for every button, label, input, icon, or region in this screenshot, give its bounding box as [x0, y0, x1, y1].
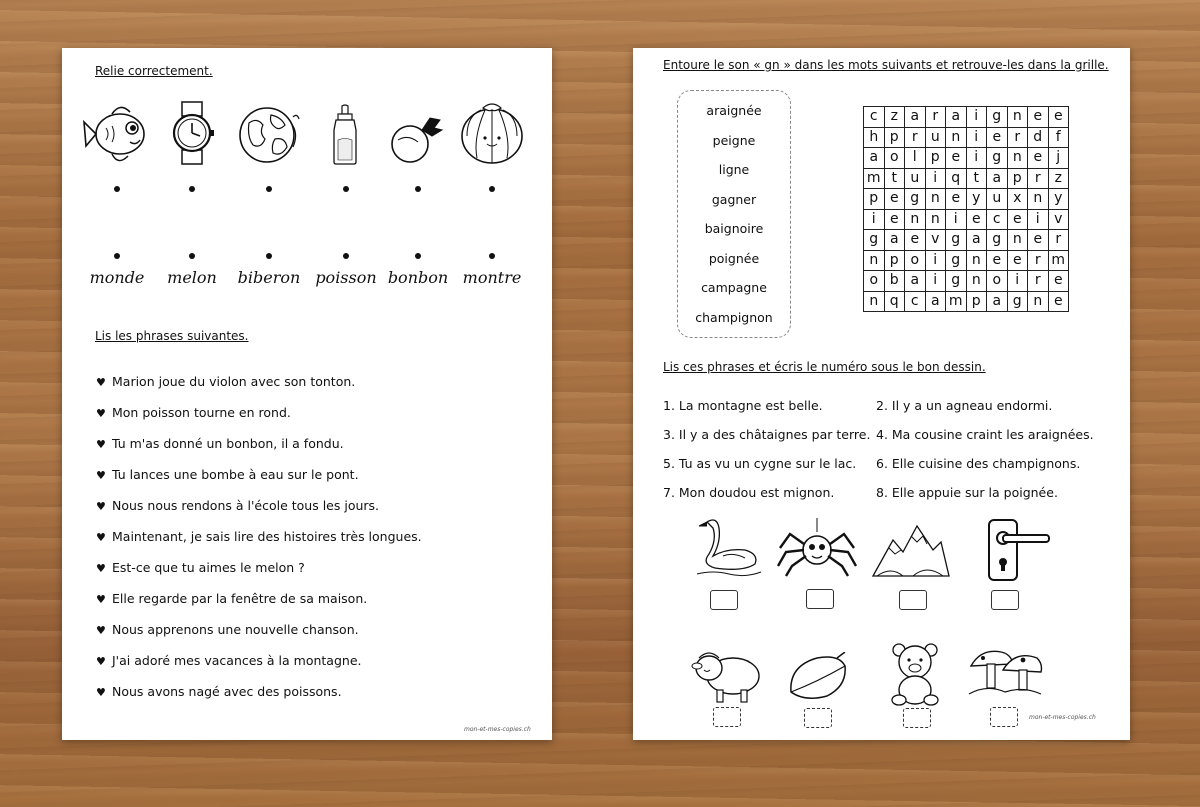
grid-cell[interactable]: m — [1048, 250, 1069, 271]
grid-cell[interactable]: g — [987, 230, 1008, 251]
answer-box[interactable] — [713, 707, 741, 727]
match-word: melon — [167, 268, 217, 287]
grid-cell[interactable]: a — [925, 291, 946, 312]
grid-cell[interactable]: u — [925, 127, 946, 148]
heart-bullet-icon: ♥ — [96, 438, 106, 451]
match-dot[interactable] — [415, 186, 421, 192]
word-list-item: peigne — [712, 133, 756, 148]
grid-cell[interactable]: a — [987, 291, 1008, 312]
grid-cell[interactable]: n — [966, 250, 987, 271]
match-dot[interactable] — [189, 253, 195, 259]
chestnut-icon — [787, 652, 849, 702]
grid-cell[interactable]: g — [987, 107, 1008, 128]
grid-cell[interactable]: a — [946, 107, 967, 128]
grid-cell[interactable]: g — [905, 189, 926, 210]
grid-row — [864, 127, 1069, 148]
grid-cell[interactable]: i — [966, 148, 987, 169]
word-list-box — [677, 90, 791, 338]
match-dot[interactable] — [489, 253, 495, 259]
heart-bullet-icon: ♥ — [96, 562, 106, 575]
answer-box[interactable] — [903, 708, 931, 728]
sentence-item: ♥ Nous nous rendons à l'école tous les jours. — [96, 498, 380, 513]
match-dot[interactable] — [266, 253, 272, 259]
word-list-item: campagne — [701, 280, 767, 295]
grid-row — [864, 168, 1069, 189]
worksheet-page-right — [633, 48, 1130, 740]
grid-cell[interactable]: e — [1048, 107, 1069, 128]
grid-cell[interactable]: y — [966, 189, 987, 210]
sentence-item: ♥ Nous apprenons une nouvelle chanson. — [96, 622, 359, 637]
grid-cell[interactable]: e — [1028, 107, 1049, 128]
sentence-item: ♥ Marion joue du violon avec son tonton. — [96, 374, 356, 389]
grid-cell[interactable]: p — [864, 189, 885, 210]
answer-box[interactable] — [710, 590, 738, 610]
grid-cell[interactable]: i — [966, 127, 987, 148]
baby-bottle-icon — [330, 104, 360, 166]
word-list-item: baignoire — [704, 221, 764, 236]
heart-bullet-icon: ♥ — [96, 655, 106, 668]
match-dot[interactable] — [343, 253, 349, 259]
answer-box[interactable] — [990, 707, 1018, 727]
grid-cell[interactable]: i — [925, 271, 946, 292]
heart-bullet-icon: ♥ — [96, 469, 106, 482]
word-list-item: araignée — [706, 103, 762, 118]
grid-cell[interactable]: e — [987, 127, 1008, 148]
grid-cell[interactable]: a — [905, 107, 926, 128]
grid-cell[interactable]: i — [966, 107, 987, 128]
grid-cell[interactable]: n — [864, 291, 885, 312]
grid-cell[interactable]: d — [1028, 127, 1049, 148]
grid-cell[interactable]: r — [1007, 127, 1028, 148]
grid-cell[interactable]: g — [946, 230, 967, 251]
answer-box[interactable] — [804, 708, 832, 728]
grid-row — [864, 250, 1069, 271]
grid-cell[interactable]: p — [884, 127, 905, 148]
grid-cell[interactable]: n — [905, 209, 926, 230]
word-list-item: poignée — [708, 251, 760, 266]
grid-cell[interactable]: r — [925, 107, 946, 128]
heart-bullet-icon: ♥ — [96, 407, 106, 420]
answer-box[interactable] — [991, 590, 1019, 610]
grid-cell[interactable]: r — [1028, 250, 1049, 271]
grid-cell[interactable]: n — [1028, 189, 1049, 210]
grid-row — [864, 148, 1069, 169]
word-list-item: champignon — [695, 310, 773, 325]
grid-cell[interactable]: u — [987, 189, 1008, 210]
grid-cell[interactable]: a — [864, 148, 885, 169]
watermark: mon-et-mes-copies.ch — [464, 726, 531, 733]
grid-cell[interactable]: b — [884, 271, 905, 292]
grid-cell[interactable]: g — [946, 250, 967, 271]
grid-cell[interactable]: o — [864, 271, 885, 292]
grid-cell[interactable]: g — [946, 271, 967, 292]
grid-cell[interactable]: e — [1028, 148, 1049, 169]
teddy-bear-icon — [885, 642, 945, 706]
grid-cell[interactable]: c — [864, 107, 885, 128]
grid-cell[interactable]: n — [1007, 148, 1028, 169]
grid-cell[interactable]: t — [966, 168, 987, 189]
grid-cell[interactable]: r — [1048, 230, 1069, 251]
grid-cell[interactable]: h — [864, 127, 885, 148]
grid-cell[interactable]: i — [1028, 209, 1049, 230]
heart-bullet-icon: ♥ — [96, 593, 106, 606]
sentence-item: ♥ Est-ce que tu aimes le melon ? — [96, 560, 305, 575]
grid-cell[interactable]: p — [884, 250, 905, 271]
numbered-sentence: 2. Il y a un agneau endormi. — [876, 398, 1053, 413]
worksheet-page-left — [62, 48, 552, 740]
grid-cell[interactable]: e — [1007, 209, 1028, 230]
match-word: poisson — [315, 268, 377, 287]
grid-cell[interactable]: g — [864, 230, 885, 251]
grid-cell[interactable]: n — [1028, 291, 1049, 312]
word-list-item: ligne — [718, 162, 750, 177]
sentence-item: ♥ J'ai adoré mes vacances à la montagne. — [96, 653, 362, 668]
answer-box[interactable] — [899, 590, 927, 610]
heart-bullet-icon: ♥ — [96, 686, 106, 699]
grid-cell[interactable]: e — [946, 148, 967, 169]
match-dot[interactable] — [343, 186, 349, 192]
grid-cell[interactable]: i — [925, 168, 946, 189]
match-dot[interactable] — [489, 186, 495, 192]
grid-cell[interactable]: i — [864, 209, 885, 230]
spider-icon — [776, 518, 858, 578]
grid-cell[interactable]: q — [884, 291, 905, 312]
grid-cell[interactable]: a — [905, 271, 926, 292]
match-dot[interactable] — [114, 253, 120, 259]
grid-cell[interactable]: n — [1007, 107, 1028, 128]
grid-cell[interactable]: e — [905, 230, 926, 251]
numbered-sentence: 8. Elle appuie sur la poignée. — [876, 485, 1058, 500]
numbered-sentence: 4. Ma cousine craint les araignées. — [876, 427, 1094, 442]
grid-cell[interactable]: v — [925, 230, 946, 251]
fish-icon — [82, 98, 152, 168]
grid-cell[interactable]: l — [905, 148, 926, 169]
grid-cell[interactable]: n — [1007, 230, 1028, 251]
grid-cell[interactable]: e — [1048, 291, 1069, 312]
match-dot[interactable] — [114, 186, 120, 192]
match-word: montre — [462, 268, 522, 287]
lamb-icon — [691, 644, 763, 704]
grid-cell[interactable]: o — [987, 271, 1008, 292]
heart-bullet-icon: ♥ — [96, 624, 106, 637]
grid-row — [864, 230, 1069, 251]
watch-icon — [167, 100, 217, 166]
grid-cell[interactable]: p — [925, 148, 946, 169]
numbered-sentence: 7. Mon doudou est mignon. — [663, 485, 835, 500]
grid-cell[interactable]: i — [925, 250, 946, 271]
grid-cell[interactable]: c — [905, 291, 926, 312]
grid-cell[interactable]: v — [1048, 209, 1069, 230]
grid-cell[interactable]: r — [905, 127, 926, 148]
match-word: monde — [89, 268, 145, 287]
grid-cell[interactable]: e — [884, 209, 905, 230]
match-word: biberon — [237, 268, 301, 287]
grid-cell[interactable]: m — [864, 168, 885, 189]
answer-box[interactable] — [806, 589, 834, 609]
melon-icon — [459, 98, 525, 166]
grid-cell[interactable]: t — [884, 168, 905, 189]
grid-cell[interactable]: g — [1007, 291, 1028, 312]
word-search-heading: Entoure le son « gn » dans les mots suivants et retrouve-les dans la grille. — [663, 58, 1109, 72]
grid-cell[interactable]: q — [946, 168, 967, 189]
grid-row — [864, 107, 1069, 128]
numbering-heading: Lis ces phrases et écris le numéro sous le bon dessin. — [663, 360, 986, 374]
grid-cell[interactable]: e — [1007, 250, 1028, 271]
grid-cell[interactable]: n — [925, 189, 946, 210]
candy-icon — [388, 106, 444, 166]
grid-cell[interactable]: i — [1007, 271, 1028, 292]
grid-row — [864, 291, 1069, 312]
grid-cell[interactable]: p — [966, 291, 987, 312]
sentence-item: ♥ Mon poisson tourne en rond. — [96, 405, 291, 420]
grid-cell[interactable]: a — [884, 230, 905, 251]
heart-bullet-icon: ♥ — [96, 376, 106, 389]
sentence-item: ♥ Elle regarde par la fenêtre de sa maison. — [96, 591, 368, 606]
grid-cell[interactable]: o — [905, 250, 926, 271]
grid-cell[interactable]: e — [987, 250, 1008, 271]
numbered-sentence: 5. Tu as vu un cygne sur le lac. — [663, 456, 857, 471]
grid-cell[interactable]: e — [1028, 230, 1049, 251]
numbered-sentence: 6. Elle cuisine des champignons. — [876, 456, 1081, 471]
grid-cell[interactable]: f — [1048, 127, 1069, 148]
numbered-sentence: 3. Il y a des châtaignes par terre. — [663, 427, 871, 442]
sentence-item: ♥ Nous avons nagé avec des poissons. — [96, 684, 342, 699]
sentence-item: ♥ Tu lances une bombe à eau sur le pont. — [96, 467, 359, 482]
numbered-sentence: 1. La montagne est belle. — [663, 398, 823, 413]
grid-row — [864, 189, 1069, 210]
grid-cell[interactable]: n — [946, 127, 967, 148]
door-handle-icon — [983, 516, 1051, 584]
heart-bullet-icon: ♥ — [96, 531, 106, 544]
grid-cell[interactable]: a — [987, 168, 1008, 189]
matching-heading: Relie correctement. — [95, 64, 213, 78]
sentence-item: ♥ Tu m'as donné un bonbon, il a fondu. — [96, 436, 344, 451]
match-word: bonbon — [387, 268, 449, 287]
grid-cell[interactable]: a — [966, 230, 987, 251]
match-dot[interactable] — [266, 186, 272, 192]
grid-row — [864, 209, 1069, 230]
grid-cell[interactable]: e — [1048, 271, 1069, 292]
heart-bullet-icon: ♥ — [96, 500, 106, 513]
mountain-icon — [871, 520, 951, 580]
grid-cell[interactable]: x — [1007, 189, 1028, 210]
match-dot[interactable] — [415, 253, 421, 259]
swan-icon — [693, 516, 765, 580]
word-list-item: gagner — [711, 192, 757, 207]
grid-cell[interactable]: z — [884, 107, 905, 128]
grid-row — [864, 271, 1069, 292]
grid-cell[interactable]: m — [946, 291, 967, 312]
grid-cell[interactable]: e — [946, 189, 967, 210]
grid-cell[interactable]: o — [884, 148, 905, 169]
mushroom-icon — [967, 646, 1043, 698]
letter-grid — [863, 106, 1069, 312]
grid-cell[interactable]: r — [1028, 168, 1049, 189]
grid-cell[interactable]: n — [925, 209, 946, 230]
grid-cell[interactable]: r — [1028, 271, 1049, 292]
globe-icon — [235, 103, 301, 165]
grid-cell[interactable]: z — [1048, 168, 1069, 189]
grid-cell[interactable]: u — [905, 168, 926, 189]
watermark: mon-et-mes-copies.ch — [1029, 714, 1096, 721]
sentence-item: ♥ Maintenant, je sais lire des histoires très longues. — [96, 529, 422, 544]
grid-cell[interactable]: c — [987, 209, 1008, 230]
grid-cell[interactable]: e — [884, 189, 905, 210]
grid-cell[interactable]: n — [966, 271, 987, 292]
grid-cell[interactable]: y — [1048, 189, 1069, 210]
grid-cell[interactable]: i — [946, 209, 967, 230]
grid-cell[interactable]: n — [864, 250, 885, 271]
grid-cell[interactable]: e — [966, 209, 987, 230]
grid-cell[interactable]: p — [1007, 168, 1028, 189]
reading-heading: Lis les phrases suivantes. — [95, 329, 249, 343]
match-dot[interactable] — [189, 186, 195, 192]
grid-cell[interactable]: j — [1048, 148, 1069, 169]
grid-cell[interactable]: g — [987, 148, 1008, 169]
